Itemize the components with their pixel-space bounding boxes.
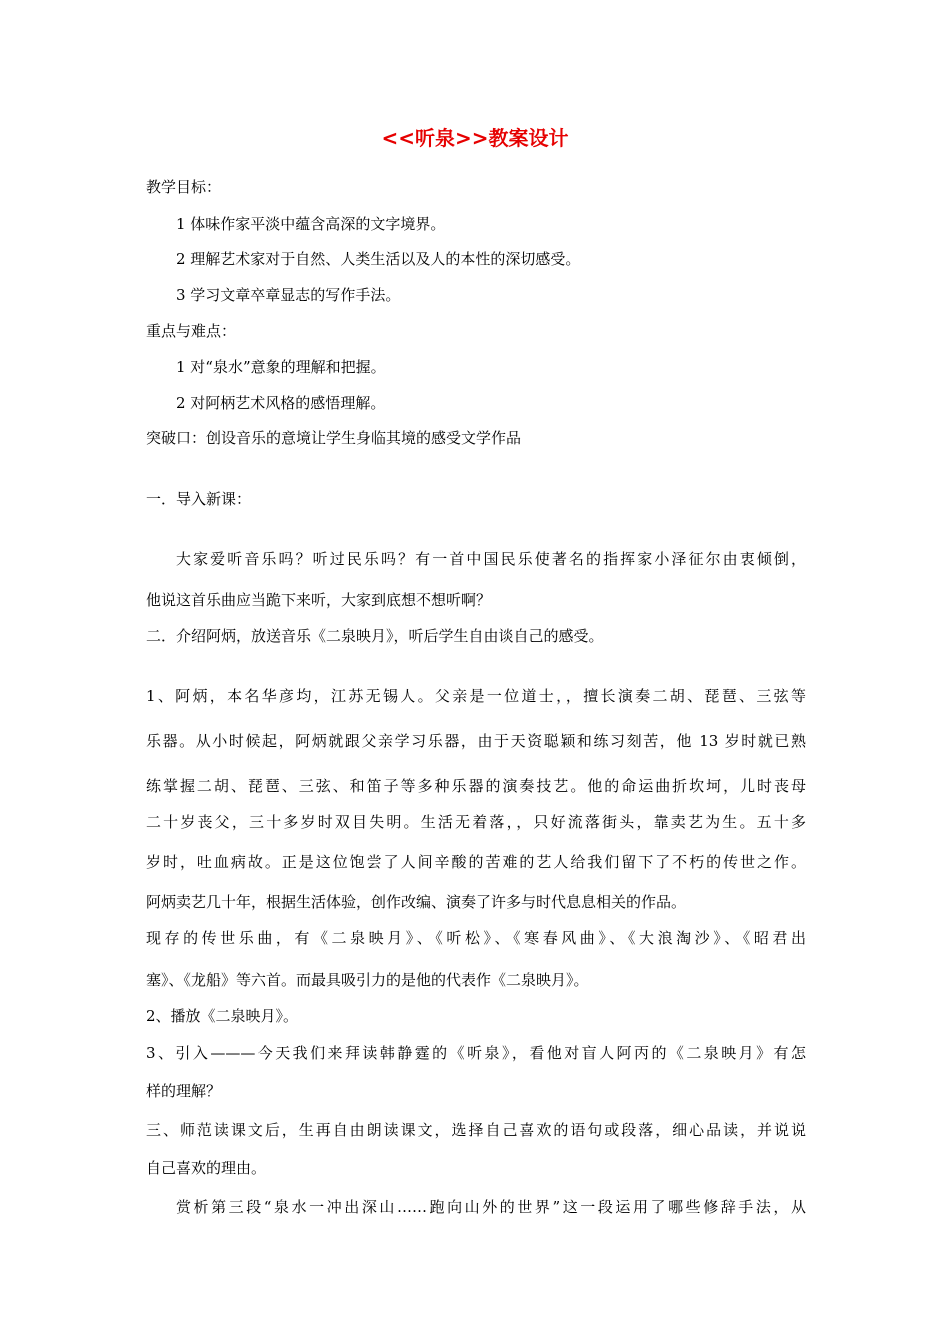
goal-item-3: 3 学习文章卒章显志的写作手法。 (176, 286, 401, 304)
section-heading-key-points: 重点与难点： (146, 322, 237, 340)
section-heading-intro: 一．导入新课： (146, 490, 252, 508)
paragraph-line: 塞》、《龙船》等六首。而最具吸引力的是他的代表作《二泉映月》。 (146, 971, 589, 989)
paragraph-line: 岁时，吐血病故。正是这位饱尝了人间辛酸的苦难的艺人给我们留下了不朽的传世之作。 (146, 853, 806, 871)
paragraph-line: 3、引入———今天我们来拜读韩静霆的《听泉》，看他对盲人阿丙的《二泉映月》有怎 (146, 1044, 806, 1062)
paragraph-line: 二十岁丧父，三十多岁时双目失明。生活无着落，，只好流落街头，靠卖艺为生。五十多 (146, 813, 806, 831)
paragraph-line: 阿炳卖艺几十年，根据生活体验，创作改编、演奏了许多与时代息息相关的作品。 (146, 893, 687, 911)
paragraph-line: 练掌握二胡、琵琶、三弦、和笛子等多种乐器的演奏技艺。他的命运曲折坎坷，儿时丧母 (146, 777, 806, 795)
paragraph-line: 三、师范读课文后，生再自由朗读课文，选择自己喜欢的语句或段落，细心品读，并说说 (146, 1121, 806, 1139)
breakthrough-line: 突破口：创设音乐的意境让学生身临其境的感受文学作品 (146, 429, 522, 447)
paragraph-line: 样的理解？ (146, 1082, 222, 1100)
goal-item-1: 1 体味作家平淡中蕴含高深的文字境界。 (176, 215, 446, 233)
paragraph-line: 他说这首乐曲应当跪下来听，大家到底想不想听啊？ (146, 591, 492, 609)
paragraph-line: 2、播放《二泉映月》。 (146, 1007, 299, 1025)
paragraph-line: 赏析第三段“泉水一冲出深山……跑向山外的世界”这一段运用了哪些修辞手法，从 (176, 1198, 806, 1216)
paragraph-line: 大家爱听音乐吗？听过民乐吗？有一首中国民乐使著名的指挥家小泽征尔由衷倾倒， (176, 550, 806, 568)
key-point-item-1: 1 对“泉水”意象的理解和把握。 (176, 358, 386, 376)
paragraph-line: 自己喜欢的理由。 (146, 1159, 267, 1177)
paragraph-line: 现存的传世乐曲，有《二泉映月》、《听松》、《寒春风曲》、《大浪淘沙》、《昭君出 (146, 929, 806, 947)
key-point-item-2: 2 对阿柄艺术风格的感悟理解。 (176, 394, 386, 412)
section-heading-goals: 教学目标： (146, 178, 222, 196)
paragraph-line: 1、阿炳，本名华彦均，江苏无锡人。父亲是一位道士，，擅长演奏二胡、琵琶、三弦等 (146, 687, 806, 705)
section-heading-abing: 二．介绍阿炳，放送音乐《二泉映月》，听后学生自由谈自己的感受。 (146, 627, 604, 645)
goal-item-2: 2 理解艺术家对于自然、人类生活以及人的本性的深切感受。 (176, 250, 581, 268)
document-title: <<听泉>>教案设计 (381, 126, 569, 150)
paragraph-line: 乐器。从小时候起，阿炳就跟父亲学习乐器，由于天资聪颖和练习刻苦，他 13 岁时就已熟 (146, 732, 806, 750)
